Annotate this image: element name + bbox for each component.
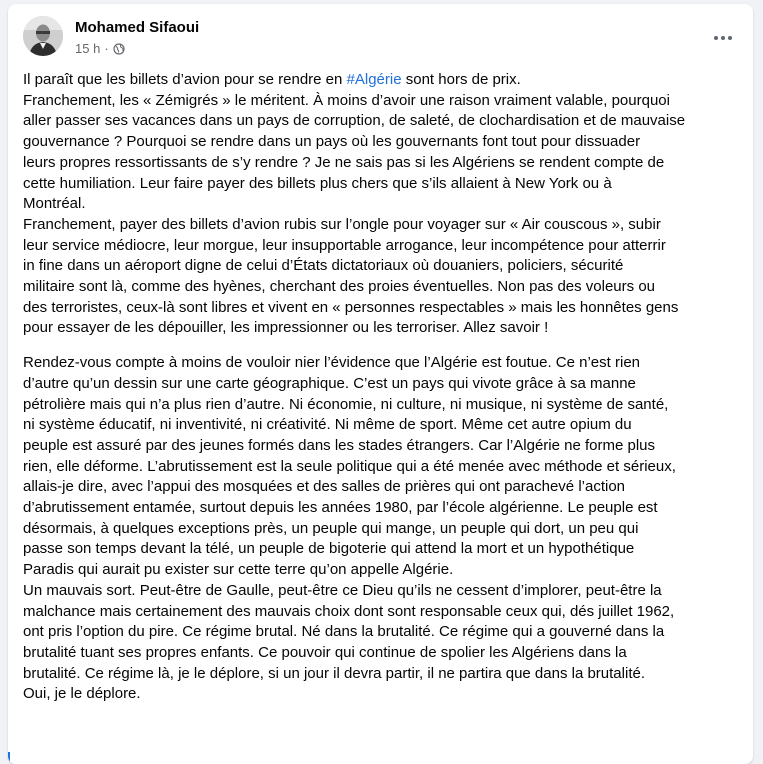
text-segment: sont hors de prix.	[401, 71, 521, 88]
text-line: leurs propres ressortissants de s’y rendre ? Je ne sais pas si les Algériens se rendent compte de	[23, 153, 665, 171]
post-card	[8, 4, 753, 764]
text-line: aller passer ses vacances dans un pays de corruption, de saleté, de clochardisation et de mauvaise	[23, 112, 686, 130]
paragraph-2	[23, 353, 743, 705]
text-line: ni système éducatif, ni inventivité, ni créativité. Ni même de sport. Même cet autre opium du	[23, 416, 632, 434]
text-line: cette humiliation. Leur faire payer des billets plus chers que s’ils allaient à New York ou à	[23, 174, 612, 192]
meta-separator: ·	[104, 41, 109, 56]
text-line: in fine dans un aéroport digne de celui d’États dictatoriaux où douaniers, policiers, sécurité	[23, 257, 624, 275]
text-line: passe son temps devant la télé, un peuple de bigoterie qui attend la mort et un hypothétique	[23, 540, 635, 558]
text-line: Un mauvais sort. Peut-être de Gaulle, peut-être ce Dieu qu’ils ne cessent d’implorer, peut-être la	[23, 581, 662, 599]
text-line: ont pris l’option du pire. Ce régime brutal. Né dans la brutalité. Ce régime qui a gouverné dans la	[23, 623, 665, 641]
text-line: malchance mais certainement des mauvais choix dont sont responsable ceux qui, dés juillet 1962,	[23, 602, 675, 620]
text-line: désormais, à quelques exceptions près, un peuple qui mange, un peuple qui dort, un peu qui	[23, 519, 639, 537]
text-line	[23, 70, 743, 91]
more-options-button[interactable]	[707, 22, 739, 54]
text-line: Oui, je le déplore.	[23, 685, 141, 703]
focus-indicator	[8, 752, 10, 764]
author-name[interactable]: Mohamed Sifaoui	[75, 19, 200, 36]
more-options-icon	[714, 36, 718, 40]
post-time[interactable]: 15 h	[75, 41, 101, 56]
avatar-image	[23, 16, 63, 56]
text-line: allais-je dire, avec l’appui des mosquées et des salles de prières qui ont parachevé l’action	[23, 478, 626, 496]
text-line: des terroristes, ceux-là sont libres et vivent en « personnes respectables » mais les honnêtes gens	[23, 298, 679, 316]
avatar[interactable]	[23, 16, 63, 56]
text-line: leur service médiocre, leur morgue, leur insupportable arrogance, leur incompétence pour atterrir	[23, 236, 666, 254]
text-line: Franchement, les « Zémigrés » le méritent. À moins d’avoir une raison vraiment valable, pourquoi	[23, 91, 670, 109]
text-line: pour essayer de les dépouiller, les impressionner ou les terroriser. Allez savoir !	[23, 319, 549, 337]
text-line: Montréal.	[23, 195, 86, 213]
text-line: gouvernance ? Pourquoi se rendre dans un pays où les gouvernants font tout pour dissuader	[23, 133, 641, 151]
text-line: peuple est assuré par des jeunes formés dans les stades étrangers. Car l’Algérie ne forme plus	[23, 436, 655, 454]
text-line: brutalité. Ce régime là, je le déplore, si un jour il devra partir, il ne partira que dans la brutalité.	[23, 664, 645, 682]
globe-icon[interactable]	[113, 43, 125, 55]
text-line: brutalité tuant ses propres enfants. Ce pouvoir qui continue de spolier les Algériens dans la	[23, 643, 627, 661]
text-line: pétrolière mais qui n’a plus rien d’autre. Ni économie, ni culture, ni musique, ni système de santé,	[23, 395, 669, 413]
text-line: Paradis qui aurait pu exister sur cette terre qu’on appelle Algérie.	[23, 561, 454, 579]
hashtag-link[interactable]: #Algérie	[346, 71, 402, 88]
paragraph-1	[23, 70, 743, 339]
post-meta	[75, 41, 125, 56]
post-text	[23, 70, 743, 719]
text-line: rien, elle déforme. L’abrutissement est la seule politique qui a été menée avec méthode et sérieux,	[23, 457, 676, 475]
text-line: d’abrutissement entamée, surtout depuis les années 1980, par l’école algérienne. Le peuple est	[23, 499, 658, 517]
text-line: Franchement, payer des billets d’avion rubis sur l’ongle pour voyager sur « Air couscous », subir	[23, 215, 661, 233]
text-line: militaire sont là, comme des hyènes, cherchant des proies éventuelles. Non pas des voleurs ou	[23, 278, 655, 296]
text-line: Rendez-vous compte à moins de vouloir nier l’évidence que l’Algérie est foutue. Ce n’est rien	[23, 354, 640, 372]
text-segment: Il paraît que les billets d’avion pour se rendre en	[23, 71, 347, 88]
text-line: d’autre qu’un dessin sur une carte géographique. C’est un pays qui vivote grâce à sa manne	[23, 374, 636, 392]
post-header	[8, 4, 753, 64]
